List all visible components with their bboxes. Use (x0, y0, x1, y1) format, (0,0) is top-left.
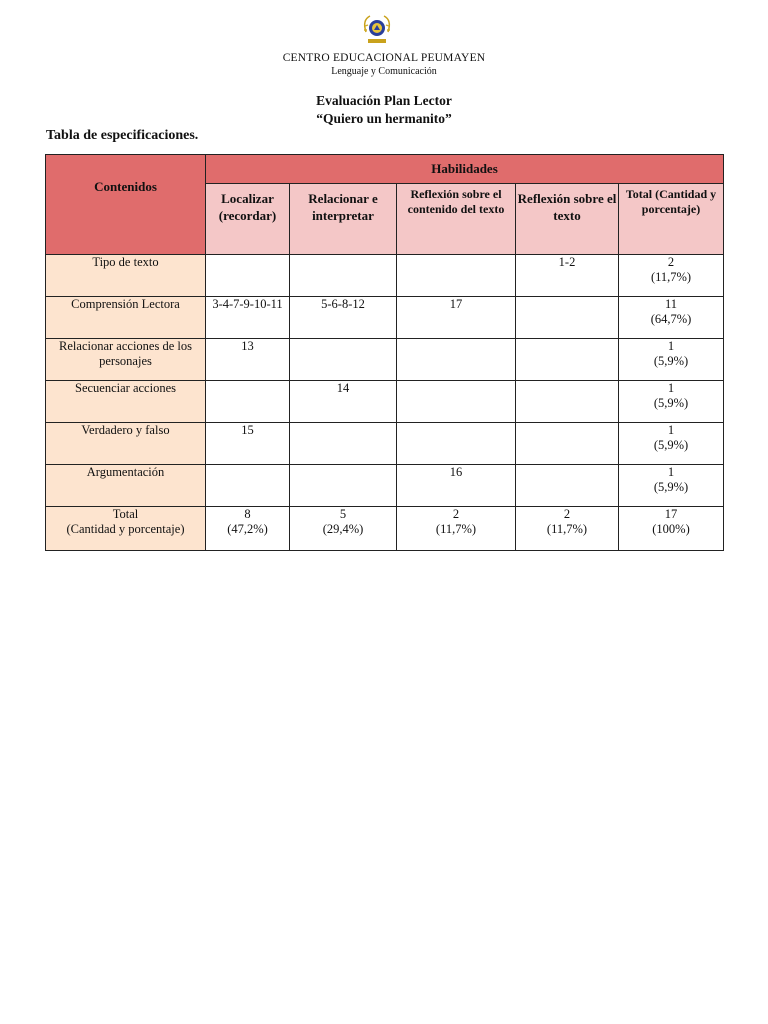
table-row (46, 255, 724, 297)
table-cell: 13 (206, 339, 290, 381)
habilidades-header: Habilidades (206, 155, 724, 184)
table-row (46, 339, 724, 381)
table-cell: 1 (5,9%) (619, 423, 724, 465)
table-cell: 17 (100%) (619, 507, 724, 551)
table-caption: Tabla de especificaciones. (46, 128, 199, 143)
table-cell: 1 (5,9%) (619, 381, 724, 423)
book-title: “Quiero un hermanito” (316, 111, 452, 126)
table-cell (516, 381, 619, 423)
content-label: Secuenciar acciones (46, 381, 206, 423)
table-cell (290, 465, 397, 507)
skill-header-reflexion-texto: Reflexión sobre el texto (516, 184, 619, 255)
skill-header-localizar: Localizar (recordar) (206, 184, 290, 255)
table-cell: 8 (47,2%) (206, 507, 290, 551)
content-label: Tipo de texto (46, 255, 206, 297)
table-cell (290, 339, 397, 381)
table-cell: 11 (64,7%) (619, 297, 724, 339)
table-cell: 5-6-8-12 (290, 297, 397, 339)
table-cell: 1-2 (516, 255, 619, 297)
table-cell: 17 (397, 297, 516, 339)
table-cell: 2 (11,7%) (516, 507, 619, 551)
table-cell (206, 255, 290, 297)
table-cell: 1 (5,9%) (619, 339, 724, 381)
table-cell (397, 255, 516, 297)
table-cell: 5 (29,4%) (290, 507, 397, 551)
specifications-table (45, 154, 724, 551)
table-row (46, 465, 724, 507)
table-cell: 3-4-7-9-10-11 (206, 297, 290, 339)
table-cell: 1 (5,9%) (619, 465, 724, 507)
skill-header-relacionar: Relacionar e interpretar (290, 184, 397, 255)
evaluation-title: Evaluación Plan Lector (316, 93, 452, 108)
table-cell (516, 423, 619, 465)
school-name: CENTRO EDUCACIONAL PEUMAYEN (282, 52, 486, 64)
school-crest-icon (360, 12, 394, 50)
skill-header-total: Total (Cantidad y porcentaje) (619, 184, 724, 255)
total-label: Total (Cantidad y porcentaje) (46, 507, 206, 551)
table-cell (206, 381, 290, 423)
table-row (46, 381, 724, 423)
skill-header-reflexion-contenido: Reflexión sobre el contenido del texto (397, 184, 516, 255)
table-row (46, 297, 724, 339)
table-cell: 15 (206, 423, 290, 465)
table-cell (397, 423, 516, 465)
subject-name: Lenguaje y Comunicación (331, 66, 437, 77)
content-label: Verdadero y falso (46, 423, 206, 465)
content-label: Comprensión Lectora (46, 297, 206, 339)
contenidos-header: Contenidos (46, 155, 206, 255)
content-label: Argumentación (46, 465, 206, 507)
table-cell (290, 423, 397, 465)
table-cell: 14 (290, 381, 397, 423)
table-cell: 2 (11,7%) (619, 255, 724, 297)
table-cell (290, 255, 397, 297)
table-cell (516, 297, 619, 339)
table-cell (206, 465, 290, 507)
table-cell (397, 339, 516, 381)
total-row (46, 507, 724, 551)
content-label: Relacionar acciones de los personajes (46, 339, 206, 381)
table-cell (397, 381, 516, 423)
table-cell (516, 339, 619, 381)
table-cell: 2 (11,7%) (397, 507, 516, 551)
table-cell (516, 465, 619, 507)
table-cell: 16 (397, 465, 516, 507)
table-row (46, 423, 724, 465)
